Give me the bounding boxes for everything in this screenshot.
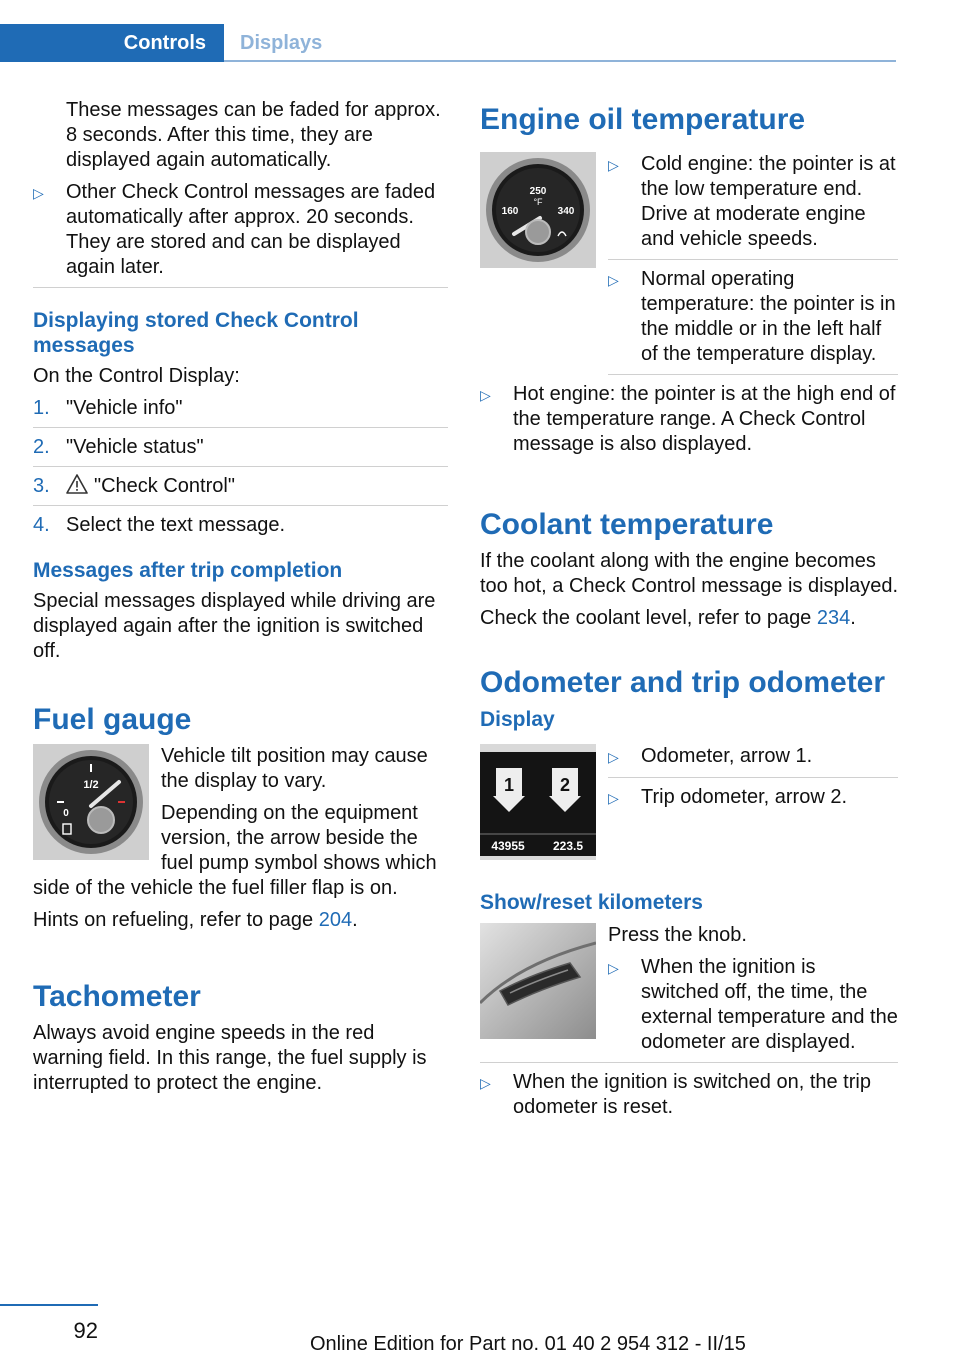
section-title-fuel: Fuel gauge xyxy=(33,703,192,736)
paragraph xyxy=(33,908,448,933)
gauge-label-half: 1/2 xyxy=(83,779,99,791)
step-text xyxy=(66,474,235,499)
triangle-bullet-icon: ▷ xyxy=(608,749,619,765)
step-text: "Vehicle status" xyxy=(66,436,204,458)
hints-text: Hints on refueling, refer to page xyxy=(33,909,319,931)
page-link-234[interactable]: 234 xyxy=(816,607,851,629)
bullet-item xyxy=(608,955,898,1055)
step-text: Select the text message. xyxy=(66,514,286,536)
list-item xyxy=(33,435,448,467)
step-number: 4. xyxy=(33,514,50,536)
paragraph: Always avoid engine speeds in the red warning field. In this range, the fuel supply is interrupted to protect the engine. xyxy=(33,1022,427,1094)
page-link-204[interactable]: 204 xyxy=(318,909,353,931)
header-rule xyxy=(224,60,896,62)
right-column xyxy=(480,98,898,1127)
section-heading: Display xyxy=(480,708,555,731)
bullet-item xyxy=(608,785,898,811)
odometer-value: 43955 xyxy=(491,839,525,853)
section-heading: Show/reset kilometers xyxy=(480,891,703,914)
step-label: "Check Control" xyxy=(94,475,235,497)
bullet-text: Normal operating temperature: the pointer is in the middle or in the left half of the temperature display. xyxy=(641,268,896,365)
period: . xyxy=(352,909,358,931)
step-number: 2. xyxy=(33,436,50,458)
paragraph: Depending on the equipment version, the arrow beside the fuel pump symbol shows which side of the vehicle the fuel filler flap is on. xyxy=(33,802,437,899)
tab-displays[interactable]: Displays xyxy=(240,31,323,54)
reset-knob-image xyxy=(480,923,596,1039)
edition-text: Online Edition for Part no. 01 40 2 954 312 - II/15 xyxy=(310,1333,746,1355)
period: . xyxy=(850,607,856,629)
triangle-bullet-icon: ▷ xyxy=(608,960,619,976)
paragraph: Vehicle tilt position may cause the display to vary. xyxy=(161,745,428,792)
list-item xyxy=(33,513,448,538)
paragraph: On the Control Display: xyxy=(33,365,240,387)
section-heading: Displaying stored Check Control messages xyxy=(33,309,359,357)
triangle-bullet-icon: ▷ xyxy=(608,790,619,806)
triangle-bullet-icon: ▷ xyxy=(608,272,619,288)
triangle-bullet-icon: ▷ xyxy=(608,157,619,173)
bullet-item xyxy=(608,744,898,778)
paragraph: If the coolant along with the engine becomes too hot, a Check Control message is displayed. xyxy=(480,550,898,597)
fuel-gauge-icon xyxy=(33,744,149,860)
reset-knob-icon xyxy=(480,923,596,1039)
fuel-gauge-image xyxy=(33,744,149,860)
tab-controls[interactable]: Controls xyxy=(0,24,224,62)
intro-text: These messages can be faded for approx. 8 seconds. After this time, they are displayed again automatically. xyxy=(66,99,441,171)
steps-list xyxy=(33,396,448,538)
gauge-label-mid: 250 xyxy=(529,186,547,197)
coolant-text: Check the coolant level, refer to page xyxy=(480,607,817,629)
odometer-display-image xyxy=(480,744,596,860)
gauge-label-empty: 0 xyxy=(63,808,69,819)
step-number: 3. xyxy=(33,475,50,497)
bullet-text: Other Check Control messages are faded automatically after approx. 20 seconds. They are stored and can be displayed again later. xyxy=(66,181,436,278)
bullet-item xyxy=(480,1062,898,1120)
bullet-item xyxy=(608,267,898,375)
bullet-item xyxy=(608,152,898,260)
trip-value: 223.5 xyxy=(552,839,584,853)
warning-triangle-icon xyxy=(66,474,88,494)
paragraph xyxy=(480,606,898,631)
triangle-bullet-icon: ▷ xyxy=(480,1075,491,1091)
section-title-odometer: Odometer and trip odometer xyxy=(480,666,886,699)
oil-gauge-image xyxy=(480,152,596,268)
arrow-1-label: 1 xyxy=(503,775,515,795)
page-number: 92 xyxy=(73,1318,98,1343)
bullet-item xyxy=(33,180,448,288)
bullet-text: Hot engine: the pointer is at the high end of the temperature range. A Check Control message is also displayed. xyxy=(513,383,896,455)
oil-temperature-gauge-icon xyxy=(480,152,596,268)
page-header xyxy=(0,0,960,62)
left-column xyxy=(33,98,448,1103)
bullet-text: Cold engine: the pointer is at the low temperature end. Drive at moderate engine and vehicle speeds. xyxy=(641,153,896,250)
arrow-2-label: 2 xyxy=(559,775,571,795)
triangle-bullet-icon: ▷ xyxy=(480,387,491,403)
step-number: 1. xyxy=(33,397,50,419)
bullet-text: When the ignition is switched on, the trip odometer is reset. xyxy=(513,1071,871,1118)
list-item xyxy=(33,396,448,428)
gauge-label-high: 340 xyxy=(557,206,575,217)
section-heading: Messages after trip completion xyxy=(33,559,343,582)
bullet-item xyxy=(480,382,898,457)
triangle-bullet-icon: ▷ xyxy=(33,185,44,201)
section-title-tachometer: Tachometer xyxy=(33,980,201,1013)
paragraph: Special messages displayed while driving are displayed again after the ignition is switched off. xyxy=(33,590,436,662)
section-title-coolant: Coolant temperature xyxy=(480,508,774,541)
step-text: "Vehicle info" xyxy=(66,397,183,419)
footer-rule xyxy=(0,1304,98,1306)
gauge-label-low: 160 xyxy=(501,206,519,217)
section-title-oil: Engine oil temperature xyxy=(480,103,806,136)
bullet-text: When the ignition is switched off, the time, the external temperature and the odometer are displayed. xyxy=(641,956,898,1053)
odometer-display-icon xyxy=(480,744,596,860)
bullet-text: Odometer, arrow 1. xyxy=(641,745,813,767)
list-item xyxy=(33,474,448,506)
paragraph: Press the knob. xyxy=(608,924,747,946)
bullet-text: Trip odometer, arrow 2. xyxy=(641,786,848,808)
gauge-label-unit: °F xyxy=(533,197,543,207)
